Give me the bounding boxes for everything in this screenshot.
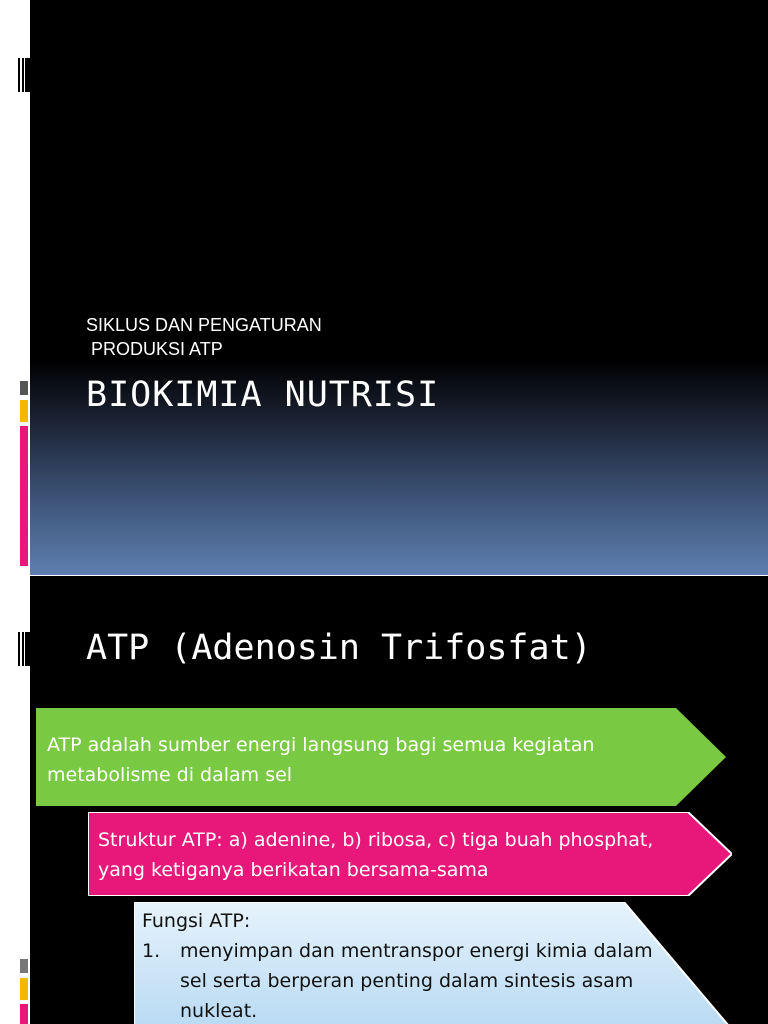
- arrow-box-structure: [88, 812, 732, 896]
- list-item-text: menyimpan dan mentranspor energi kimia dalam sel serta berperan penting dalam sintesis asam nukleat.: [180, 940, 653, 1022]
- list-item-number: 1.: [142, 940, 161, 962]
- list-item: [142, 936, 662, 1024]
- arrow-box-function: [134, 902, 734, 1024]
- accent-bar-yellow: [20, 978, 28, 1000]
- subtitle-line-2: PRODUKSI ATP: [86, 339, 223, 359]
- slide-title-atp: ATP (Adenosin Trifosfat): [86, 628, 592, 668]
- structure-text: Struktur ATP: a) adenine, b) ribosa, c) tiga buah phosphat, yang ketiganya berikatan bersama-sama: [98, 829, 654, 881]
- decorative-lines: [18, 632, 30, 666]
- slide-left-strip: [0, 0, 30, 575]
- subtitle-line-1: SIKLUS DAN PENGATURAN: [86, 315, 322, 335]
- accent-bar-pink: [20, 426, 28, 566]
- accent-bar-yellow: [20, 400, 28, 422]
- function-heading: Fungsi ATP:: [142, 910, 251, 932]
- slide-main-title: BIOKIMIA NUTRISI: [86, 375, 440, 415]
- function-content: [134, 902, 662, 1024]
- decorative-lines: [18, 58, 30, 92]
- accent-bar-grey: [20, 959, 28, 973]
- accent-bar-grey: [20, 381, 28, 395]
- slide-left-strip: [0, 576, 30, 1024]
- slide-subtitle: [86, 313, 322, 361]
- accent-bar-pink: [20, 1004, 28, 1024]
- slide-atp: [0, 576, 768, 1024]
- arrow-box-definition: [36, 708, 726, 806]
- definition-text: ATP adalah sumber energi langsung bagi semua kegiatan metabolisme di dalam sel: [47, 734, 595, 786]
